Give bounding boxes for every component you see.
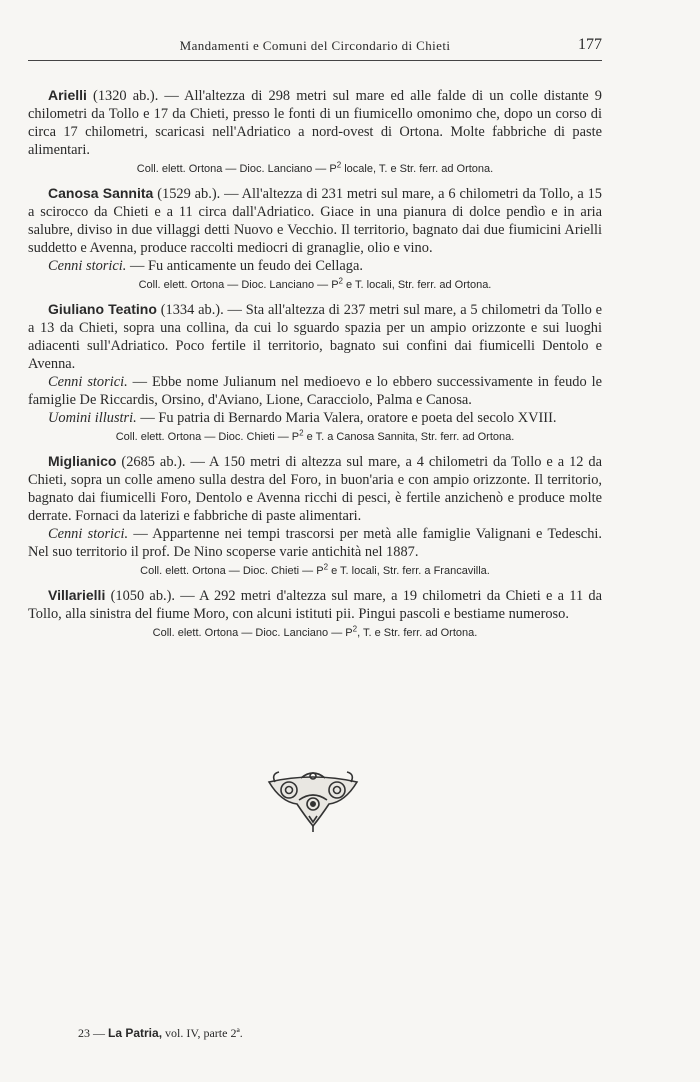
- entry-notable-people: Uomini illustri. — Fu patria di Bernardo Maria Valera, oratore e poeta del secolo XVIII.: [48, 410, 557, 426]
- signature-mark: 23 —: [78, 1026, 108, 1040]
- entry-villarielli: [28, 586, 602, 640]
- entry-paragraph: [28, 184, 602, 257]
- entry-name: Canosa Sannita: [48, 185, 154, 201]
- entry-collegio: Coll. elett. Ortona — Dioc. Lanciano — $P^2$ e T. locali, Str. ferr. ad Ortona.: [138, 276, 492, 291]
- entry-population: (1334 ab.).: [160, 302, 224, 318]
- entry-text: — All'altezza di 231 metri sul mare, a 6 chilometri da Tollo, a 15 a scirocco da Chieti e a 11 circa dall'Adriatico. Giace in una pianura di dolce pendìo e in aria salubre, diviso in due villaggi detti Nuovo e Vecchio. Il territorio, bagnato dai due fiumicini Arielli suddetto e Avenna, produce raccolti mediocri di granaglie, olio e vino.: [28, 186, 602, 256]
- entry-text: — A 150 metri di altezza sul mare, a 4 chilometri da Tollo e a 12 da Chieti, sopra un colle ameno sulla destra del Foro, in buon'aria e con ampio orizzonte. Il territorio, bagnato dai fiumicelli Foro, Dentolo e Avenna ricchi di pesci, è fertile anzichenò e produce molte derrate. Fornaci da laterizi e fabbriche di paste alimentari.: [28, 454, 602, 524]
- entry-text: — All'altezza di 298 metri sul mare ed alle falde di un colle distante 9 chilometri da Tollo e 17 da Chieti, presso le fonti di un fiumicello omonimo che, dopo un corso di circa 17 chilometri, scaricasi nell'Adriatico a nord-ovest di Ortona. Molte fabbriche di paste alimentari.: [28, 88, 602, 158]
- text-body: [28, 86, 602, 648]
- entry-collegio: Coll. elett. Ortona — Dioc. Lanciano — $P^2$ locale, T. e Str. ferr. ad Ortona.: [136, 160, 494, 175]
- entry-population: (2685 ab.).: [121, 454, 186, 470]
- entry-text: — Sta all'altezza di 237 metri sul mare, a 5 chilometri da Tollo e a 13 da Chieti, sopra una collina, da cui lo sguardo spazia per un ampio orizzonte e sui luoghi adiacenti sull'Adriatico. Poco fertile il territorio, bagnato sui confini dai fiumicelli Dentolo e Avenna.: [28, 302, 602, 372]
- floral-ornament-icon: [265, 764, 361, 834]
- entry-name: Arielli: [48, 87, 87, 103]
- entry-population: (1050 ab.).: [110, 588, 176, 604]
- entry-collegio: Coll. elett. Ortona — Dioc. Chieti — $P^2$ e T. a Canosa Sannita, Str. ferr. ad Ortona.: [115, 428, 515, 443]
- entry-text: — A 292 metri d'altezza sul mare, a 19 chilometri da Chieti e a 11 da Tollo, alla sinistra del fiume Moro, con alcuni istituti pii. Pingui pascoli e bestiame numeroso.: [28, 588, 602, 622]
- entry-population: (1320 ab.).: [93, 88, 159, 104]
- entry-giuliano-teatino: [28, 300, 602, 444]
- entry-paragraph: [28, 586, 602, 623]
- entry-population: (1529 ab.).: [157, 186, 221, 202]
- page-footer: [78, 1026, 243, 1041]
- entry-paragraph: [28, 452, 602, 525]
- volume-info: vol. IV, parte 2ª.: [162, 1026, 243, 1040]
- entry-historical-notes: Cenni storici. — Appartenne nei tempi trascorsi per metà alle famiglie Valignani e Tedeschi. Nel suo territorio il prof. De Nino scoperse varie antichità nel 1887.: [28, 526, 602, 560]
- entry-name: Giuliano Teatino: [48, 301, 157, 317]
- entry-historical-notes: Cenni storici. — Fu anticamente un feudo dei Cellaga.: [48, 258, 363, 274]
- page-number: 177: [578, 36, 602, 53]
- running-header: [28, 36, 602, 61]
- entry-historical-notes: Cenni storici. — Ebbe nome Julianum nel medioevo e lo ebbero successivamente in feudo le famiglie De Riccardis, Orsino, d'Aviano, Lione, Caracciolo, Palma e Canosa.: [28, 374, 602, 408]
- entry-paragraph: [28, 300, 602, 373]
- entry-arielli: [28, 86, 602, 176]
- entry-collegio: Coll. elett. Ortona — Dioc. Lanciano — $P^2$, T. e Str. ferr. ad Ortona.: [152, 624, 478, 639]
- entry-collegio: Coll. elett. Ortona — Dioc. Chieti — $P^2$ e T. locali, Str. ferr. a Francavilla.: [140, 562, 490, 577]
- entry-name: Miglianico: [48, 453, 117, 469]
- publication-title: La Patria,: [108, 1026, 163, 1040]
- entry-canosa-sannita: [28, 184, 602, 292]
- entry-miglianico: [28, 452, 602, 578]
- entry-paragraph: [28, 86, 602, 159]
- entry-name: Villarielli: [48, 587, 106, 603]
- header-title: Mandamenti e Comuni del Circondario di Chieti: [179, 38, 451, 53]
